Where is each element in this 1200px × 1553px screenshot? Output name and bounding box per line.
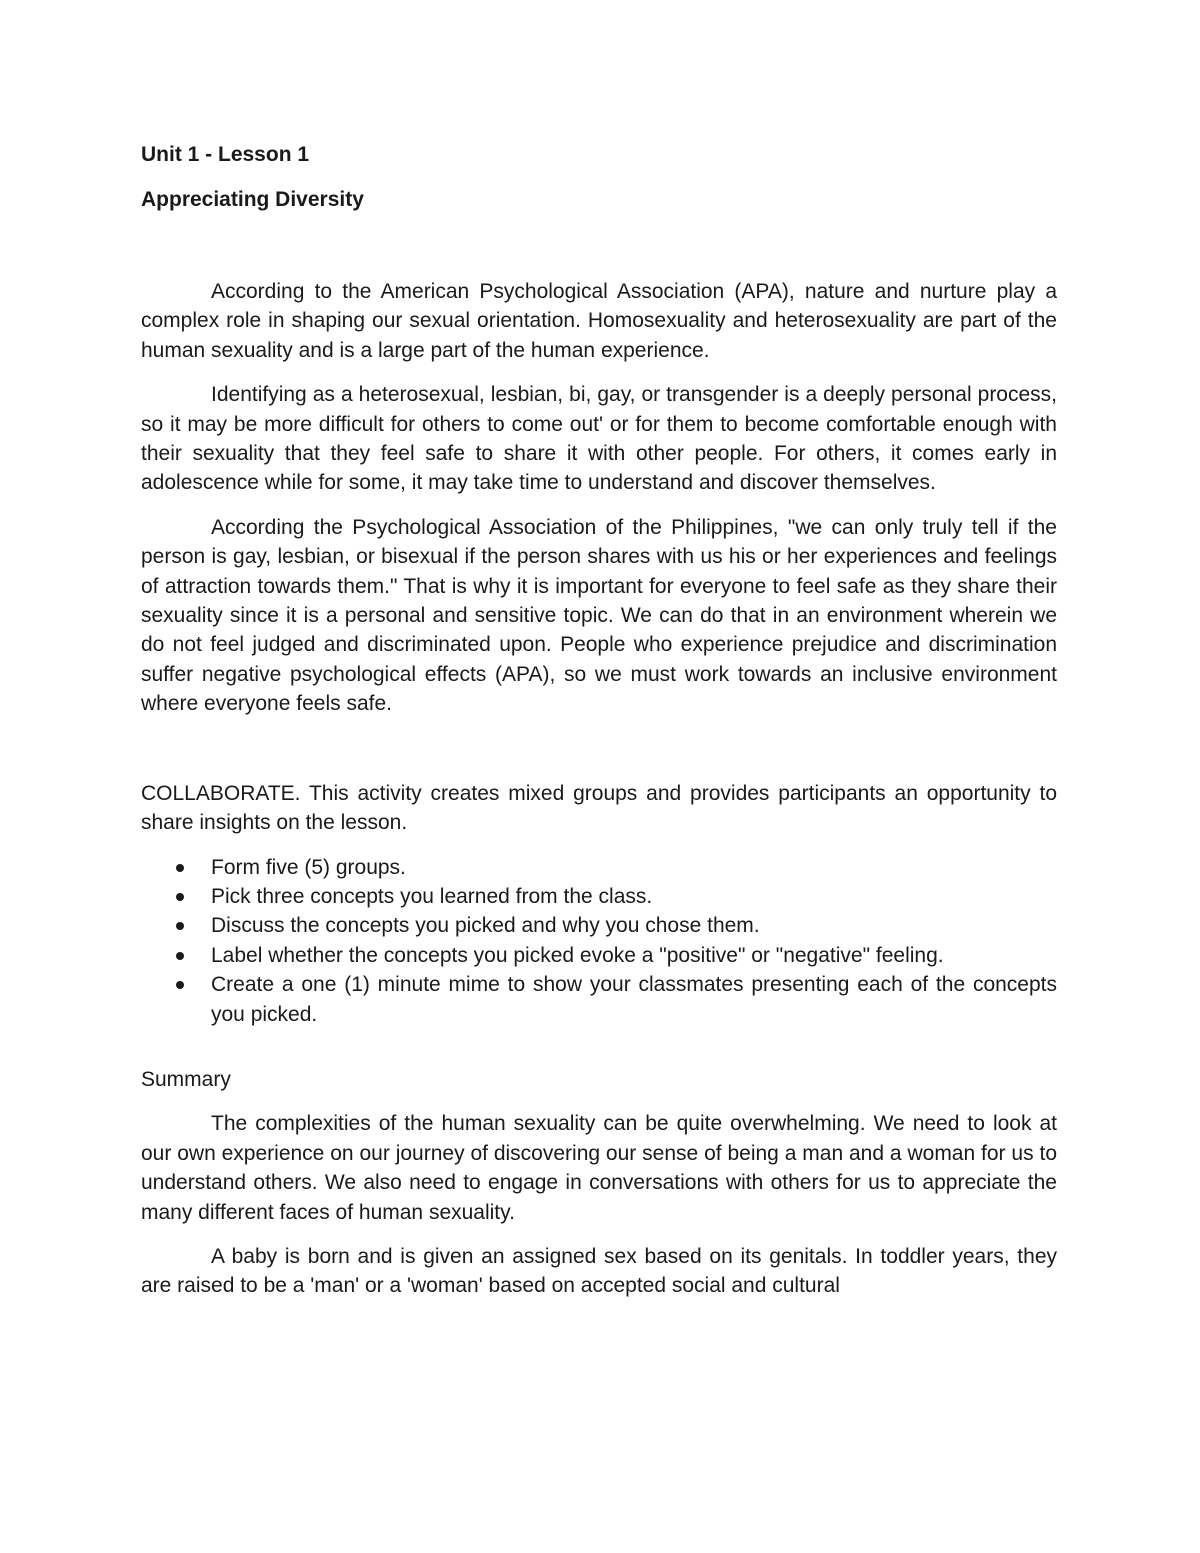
list-item-text: Form five (5) groups. [211, 855, 406, 879]
activity-steps-list [141, 853, 1057, 1029]
list-item-text: Label whether the concepts you picked evoke a "positive" or "negative" feeling. [211, 943, 944, 967]
list-item-text: Discuss the concepts you picked and why you chose them. [211, 914, 760, 938]
bullet-icon [176, 952, 184, 960]
body-paragraph: Identifying as a heterosexual, lesbian, bi, gay, or transgender is a deeply personal process, so it may be more difficult for others to come out' or for them to become comfortable enough with their sexuality that they feel safe to share it with other people. For others, it comes early in adolescence while for some, it may take time to understand and discover themselves. [141, 383, 1057, 495]
unit-heading: Unit 1 - Lesson 1 [141, 143, 310, 166]
summary-paragraph: The complexities of the human sexuality can be quite overwhelming. We need to look at our own experience on our journey of discovering our sense of being a man and a woman for us to understand others. We also need to engage in conversations with others for us to appreciate the many different faces of human sexuality. [141, 1112, 1057, 1224]
list-item [141, 853, 1057, 882]
bullet-icon [176, 893, 184, 901]
lesson-title: Appreciating Diversity [141, 188, 364, 211]
body-paragraph: According the Psychological Association of the Philippines, "we can only truly tell if the person is gay, lesbian, or bisexual if the person shares with us his or her experiences and feelings of attraction towards them." That is why it is important for everyone to feel safe as they share their sexuality since it is a personal and sensitive topic. We can do that in an environment wherein we do not feel judged and discriminated upon. People who experience prejudice and discrimination suffer negative psychological effects (APA), so we must work towards an inclusive environment where everyone feels safe. [141, 515, 1057, 716]
summary-heading: Summary [141, 1067, 231, 1091]
list-item [141, 882, 1057, 911]
bullet-icon [176, 981, 184, 989]
body-paragraph: According to the American Psychological Association (APA), nature and nurture play a complex role in shaping our sexual orientation. Homosexuality and heterosexuality are part of the human sexuality and is a large part of the human experience. [141, 280, 1057, 362]
list-item [141, 970, 1057, 1029]
bullet-icon [176, 922, 184, 930]
list-item-text: Pick three concepts you learned from the class. [211, 884, 653, 908]
bullet-icon [176, 864, 184, 872]
summary-paragraph: A baby is born and is given an assigned sex based on its genitals. In toddler years, they are raised to be a 'man' or a 'woman' based on accepted social and cultural [141, 1244, 1057, 1298]
list-item-text: Create a one (1) minute mime to show your classmates presenting each of the concepts you picked. [211, 973, 1057, 1026]
list-item [141, 911, 1057, 940]
document-page [141, 140, 1057, 1316]
collaborate-paragraph: COLLABORATE. This activity creates mixed groups and provides participants an opportunity to share insights on the lesson. [141, 781, 1057, 835]
list-item [141, 941, 1057, 970]
